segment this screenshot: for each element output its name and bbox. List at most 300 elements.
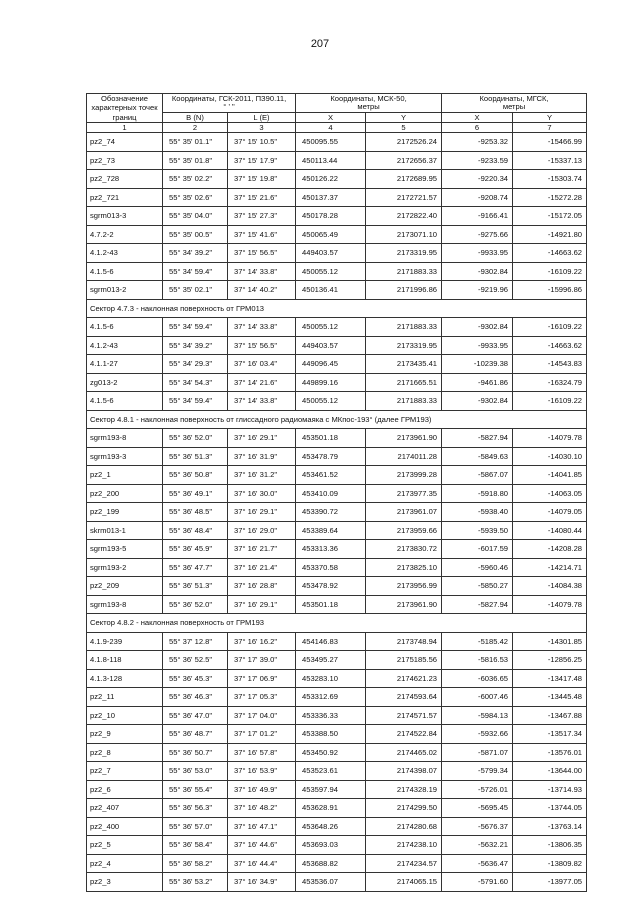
latitude-cell: 55° 36' 52.0" [163, 595, 228, 614]
longitude-cell: 37° 16' 31.2" [228, 466, 296, 485]
msk-x-cell: 453388.50 [296, 725, 366, 744]
latitude-cell: 55° 36' 49.1" [163, 484, 228, 503]
msk-x-cell: 454146.83 [296, 632, 366, 651]
mgsk-x-cell: -5636.47 [442, 854, 513, 873]
msk-x-cell: 453478.92 [296, 577, 366, 596]
table-row [87, 447, 587, 466]
page-number: 207 [310, 38, 330, 50]
msk-y-cell: 2172721.57 [366, 188, 442, 207]
msk-x-cell: 450055.12 [296, 392, 366, 411]
latitude-cell: 55° 35' 00.5" [163, 225, 228, 244]
point-name-cell: pz2_199 [87, 503, 163, 522]
longitude-cell: 37° 15' 41.6" [228, 225, 296, 244]
msk-y-cell: 2172822.40 [366, 207, 442, 226]
table-row [87, 429, 587, 448]
mgsk-y-cell: -15272.28 [513, 188, 587, 207]
latitude-cell: 55° 35' 01.8" [163, 151, 228, 170]
latitude-cell: 55° 36' 53.0" [163, 762, 228, 781]
mgsk-y-cell: -15996.86 [513, 281, 587, 300]
point-name-cell: pz2_11 [87, 688, 163, 707]
mgsk-y-cell: -14663.62 [513, 336, 587, 355]
msk-y-cell: 2174522.84 [366, 725, 442, 744]
header-point-name: Обозначение характерных точек границ [87, 94, 163, 123]
mgsk-y-cell: -16324.79 [513, 373, 587, 392]
point-name-cell: pz2_200 [87, 484, 163, 503]
point-name-cell: pz2_7 [87, 762, 163, 781]
msk-x-cell: 453410.09 [296, 484, 366, 503]
point-name-cell: pz2_4 [87, 854, 163, 873]
mgsk-x-cell: -5816.53 [442, 651, 513, 670]
table-row [87, 262, 587, 281]
mgsk-x-cell: -10239.38 [442, 355, 513, 374]
longitude-cell: 37° 16' 44.4" [228, 854, 296, 873]
mgsk-x-cell: -9275.66 [442, 225, 513, 244]
mgsk-x-cell: -5827.94 [442, 595, 513, 614]
msk-y-cell: 2172656.37 [366, 151, 442, 170]
mgsk-x-cell: -9302.84 [442, 262, 513, 281]
sector-row [87, 614, 587, 633]
point-name-cell: sgrm193-8 [87, 429, 163, 448]
header-mgsk-units: метры [502, 101, 526, 111]
header-sub-msk-x: X [296, 112, 366, 123]
latitude-cell: 55° 34' 39.2" [163, 244, 228, 263]
msk-y-cell: 2174593.64 [366, 688, 442, 707]
table-row [87, 355, 587, 374]
msk-x-cell: 453693.03 [296, 836, 366, 855]
mgsk-x-cell: -9933.95 [442, 244, 513, 263]
table-row [87, 188, 587, 207]
msk-x-cell: 453597.94 [296, 780, 366, 799]
mgsk-y-cell: -13417.48 [513, 669, 587, 688]
sector-row [87, 410, 587, 429]
msk-y-cell: 2173071.10 [366, 225, 442, 244]
mgsk-y-cell: -15303.74 [513, 170, 587, 189]
mgsk-y-cell: -13445.48 [513, 688, 587, 707]
point-name-cell: sgrm193-8 [87, 595, 163, 614]
longitude-cell: 37° 15' 19.8" [228, 170, 296, 189]
latitude-cell: 55° 36' 48.5" [163, 503, 228, 522]
point-name-cell: pz2_3 [87, 873, 163, 892]
latitude-cell: 55° 36' 48.4" [163, 521, 228, 540]
table-row [87, 170, 587, 189]
longitude-cell: 37° 14' 33.8" [228, 318, 296, 337]
msk-y-cell: 2173977.35 [366, 484, 442, 503]
msk-y-cell: 2175185.56 [366, 651, 442, 670]
table-row [87, 725, 587, 744]
mgsk-y-cell: -14063.05 [513, 484, 587, 503]
msk-y-cell: 2173999.28 [366, 466, 442, 485]
point-name-cell: pz2_9 [87, 725, 163, 744]
header-msk-units: метры [357, 101, 380, 111]
mgsk-x-cell: -5867.07 [442, 466, 513, 485]
mgsk-x-cell: -6007.46 [442, 688, 513, 707]
latitude-cell: 55° 36' 51.3" [163, 447, 228, 466]
longitude-cell: 37° 16' 21.4" [228, 558, 296, 577]
msk-x-cell: 450136.41 [296, 281, 366, 300]
msk-x-cell: 450178.28 [296, 207, 366, 226]
latitude-cell: 55° 36' 56.3" [163, 799, 228, 818]
msk-x-cell: 450055.12 [296, 318, 366, 337]
latitude-cell: 55° 36' 57.0" [163, 817, 228, 836]
msk-y-cell: 2174280.68 [366, 817, 442, 836]
msk-y-cell: 2174065.15 [366, 873, 442, 892]
mgsk-y-cell: -14543.83 [513, 355, 587, 374]
longitude-cell: 37° 16' 21.7" [228, 540, 296, 559]
table-row [87, 521, 587, 540]
point-name-cell: pz2_721 [87, 188, 163, 207]
longitude-cell: 37° 14' 21.6" [228, 373, 296, 392]
table-row [87, 484, 587, 503]
sector-title: Сектор 4.7.3 - наклонная поверхность от ГРМ013 [87, 299, 587, 318]
latitude-cell: 55° 34' 29.3" [163, 355, 228, 374]
point-name-cell: pz2_8 [87, 743, 163, 762]
point-name-cell: pz2_6 [87, 780, 163, 799]
msk-x-cell: 453336.33 [296, 706, 366, 725]
coordinates-table [86, 93, 587, 892]
header-num-1: 1 [87, 123, 163, 133]
table-row [87, 688, 587, 707]
msk-y-cell: 2173961.07 [366, 503, 442, 522]
mgsk-y-cell: -14084.38 [513, 577, 587, 596]
longitude-cell: 37° 14' 33.8" [228, 262, 296, 281]
msk-x-cell: 453648.26 [296, 817, 366, 836]
point-name-cell: 4.1.5-6 [87, 262, 163, 281]
msk-y-cell: 2171883.33 [366, 262, 442, 281]
point-name-cell: pz2_1 [87, 466, 163, 485]
mgsk-x-cell: -5849.63 [442, 447, 513, 466]
msk-y-cell: 2174398.07 [366, 762, 442, 781]
table-body [87, 133, 587, 892]
header-gsk [163, 94, 296, 113]
msk-x-cell: 450055.12 [296, 262, 366, 281]
msk-x-cell: 453390.72 [296, 503, 366, 522]
msk-x-cell: 449899.16 [296, 373, 366, 392]
point-name-cell: 4.1.3-128 [87, 669, 163, 688]
header-sub-l: L (E) [228, 112, 296, 123]
point-name-cell: 4.1.9-239 [87, 632, 163, 651]
longitude-cell: 37° 14' 33.8" [228, 392, 296, 411]
msk-x-cell: 453312.69 [296, 688, 366, 707]
msk-y-cell: 2171665.51 [366, 373, 442, 392]
table-row [87, 743, 587, 762]
longitude-cell: 37° 16' 29.0" [228, 521, 296, 540]
table-row [87, 466, 587, 485]
latitude-cell: 55° 34' 39.2" [163, 336, 228, 355]
point-name-cell: sgrm193-3 [87, 447, 163, 466]
latitude-cell: 55° 36' 45.9" [163, 540, 228, 559]
table-row [87, 873, 587, 892]
mgsk-x-cell: -9302.84 [442, 392, 513, 411]
longitude-cell: 37° 15' 27.3" [228, 207, 296, 226]
mgsk-x-cell: -9933.95 [442, 336, 513, 355]
mgsk-y-cell: -13977.05 [513, 873, 587, 892]
msk-y-cell: 2172526.24 [366, 133, 442, 152]
point-name-cell: 4.1.1-27 [87, 355, 163, 374]
header-sub-b: B (N) [163, 112, 228, 123]
mgsk-y-cell: -15466.99 [513, 133, 587, 152]
mgsk-y-cell: -14208.28 [513, 540, 587, 559]
sector-title: Сектор 4.8.1 - наклонная поверхность от глиссадного радиомаяка с МКпос-193° (далее ГРМ193) [87, 410, 587, 429]
point-name-cell: sgrm013-3 [87, 207, 163, 226]
latitude-cell: 55° 36' 51.3" [163, 577, 228, 596]
latitude-cell: 55° 36' 45.3" [163, 669, 228, 688]
point-name-cell: 4.1.5-6 [87, 318, 163, 337]
longitude-cell: 37° 16' 44.6" [228, 836, 296, 855]
mgsk-y-cell: -14214.71 [513, 558, 587, 577]
latitude-cell: 55° 36' 58.2" [163, 854, 228, 873]
msk-x-cell: 453478.79 [296, 447, 366, 466]
table-row [87, 836, 587, 855]
table-row [87, 151, 587, 170]
longitude-cell: 37° 16' 48.2" [228, 799, 296, 818]
longitude-cell: 37° 16' 31.9" [228, 447, 296, 466]
mgsk-y-cell: -16109.22 [513, 318, 587, 337]
msk-x-cell: 450113.44 [296, 151, 366, 170]
longitude-cell: 37° 17' 06.9" [228, 669, 296, 688]
msk-x-cell: 449403.57 [296, 244, 366, 263]
header-num-5: 5 [366, 123, 442, 133]
msk-y-cell: 2173435.41 [366, 355, 442, 374]
table-row [87, 577, 587, 596]
msk-y-cell: 2174238.10 [366, 836, 442, 855]
latitude-cell: 55° 36' 52.0" [163, 429, 228, 448]
latitude-cell: 55° 35' 02.2" [163, 170, 228, 189]
point-name-cell: sgrm193-5 [87, 540, 163, 559]
mgsk-x-cell: -5960.46 [442, 558, 513, 577]
table-row [87, 669, 587, 688]
msk-y-cell: 2174465.02 [366, 743, 442, 762]
mgsk-y-cell: -16109.22 [513, 392, 587, 411]
mgsk-x-cell: -5799.34 [442, 762, 513, 781]
mgsk-x-cell: -9253.32 [442, 133, 513, 152]
mgsk-x-cell: -6036.65 [442, 669, 513, 688]
latitude-cell: 55° 35' 02.1" [163, 281, 228, 300]
longitude-cell: 37° 17' 05.3" [228, 688, 296, 707]
table-row [87, 336, 587, 355]
mgsk-x-cell: -9461.86 [442, 373, 513, 392]
mgsk-x-cell: -9208.74 [442, 188, 513, 207]
mgsk-x-cell: -5850.27 [442, 577, 513, 596]
table-header [87, 94, 587, 133]
mgsk-x-cell: -5185.42 [442, 632, 513, 651]
mgsk-x-cell: -9302.84 [442, 318, 513, 337]
mgsk-y-cell: -16109.22 [513, 262, 587, 281]
table-row [87, 632, 587, 651]
msk-x-cell: 449403.57 [296, 336, 366, 355]
msk-x-cell: 453313.36 [296, 540, 366, 559]
longitude-cell: 37° 15' 56.5" [228, 244, 296, 263]
mgsk-y-cell: -13576.01 [513, 743, 587, 762]
header-gsk-units: ° ' " [223, 101, 235, 111]
latitude-cell: 55° 36' 48.7" [163, 725, 228, 744]
longitude-cell: 37° 16' 30.0" [228, 484, 296, 503]
header-num-6: 6 [442, 123, 513, 133]
mgsk-y-cell: -14301.85 [513, 632, 587, 651]
msk-y-cell: 2174011.28 [366, 447, 442, 466]
longitude-cell: 37° 16' 03.4" [228, 355, 296, 374]
point-name-cell: 4.1.2-43 [87, 336, 163, 355]
mgsk-y-cell: -13644.00 [513, 762, 587, 781]
msk-x-cell: 453501.18 [296, 595, 366, 614]
table-row [87, 780, 587, 799]
msk-x-cell: 450095.55 [296, 133, 366, 152]
msk-y-cell: 2173748.94 [366, 632, 442, 651]
sector-row [87, 299, 587, 318]
longitude-cell: 37° 16' 16.2" [228, 632, 296, 651]
msk-y-cell: 2174234.57 [366, 854, 442, 873]
longitude-cell: 37° 16' 29.1" [228, 429, 296, 448]
msk-x-cell: 453370.58 [296, 558, 366, 577]
msk-y-cell: 2171883.33 [366, 392, 442, 411]
table-row [87, 503, 587, 522]
msk-x-cell: 453523.61 [296, 762, 366, 781]
mgsk-x-cell: -6017.59 [442, 540, 513, 559]
msk-y-cell: 2173319.95 [366, 336, 442, 355]
header-num-3: 3 [228, 123, 296, 133]
table-row [87, 225, 587, 244]
mgsk-x-cell: -9166.41 [442, 207, 513, 226]
longitude-cell: 37° 15' 56.5" [228, 336, 296, 355]
table-row [87, 207, 587, 226]
table-row [87, 392, 587, 411]
mgsk-y-cell: -15172.05 [513, 207, 587, 226]
longitude-cell: 37° 17' 39.0" [228, 651, 296, 670]
latitude-cell: 55° 34' 59.4" [163, 392, 228, 411]
msk-y-cell: 2173961.90 [366, 429, 442, 448]
msk-x-cell: 453536.07 [296, 873, 366, 892]
header-num-7: 7 [513, 123, 587, 133]
header-gsk-title: Координаты, ГСК-2011, ПЗ90.11, [171, 93, 287, 103]
msk-x-cell: 453501.18 [296, 429, 366, 448]
msk-x-cell: 453450.92 [296, 743, 366, 762]
msk-x-cell: 453283.10 [296, 669, 366, 688]
longitude-cell: 37° 16' 34.9" [228, 873, 296, 892]
longitude-cell: 37° 17' 04.0" [228, 706, 296, 725]
header-msk-title: Координаты, МСК-50, [330, 93, 407, 103]
mgsk-x-cell: -5918.80 [442, 484, 513, 503]
longitude-cell: 37° 15' 10.5" [228, 133, 296, 152]
longitude-cell: 37° 16' 53.9" [228, 762, 296, 781]
mgsk-y-cell: -14079.78 [513, 595, 587, 614]
latitude-cell: 55° 36' 58.4" [163, 836, 228, 855]
mgsk-y-cell: -13763.14 [513, 817, 587, 836]
table-row [87, 558, 587, 577]
point-name-cell: pz2_73 [87, 151, 163, 170]
longitude-cell: 37° 15' 17.9" [228, 151, 296, 170]
longitude-cell: 37° 16' 57.8" [228, 743, 296, 762]
mgsk-y-cell: -14921.80 [513, 225, 587, 244]
header-mgsk-title: Координаты, МГСК, [479, 93, 549, 103]
point-name-cell: pz2_400 [87, 817, 163, 836]
mgsk-y-cell: -14080.44 [513, 521, 587, 540]
header-num-4: 4 [296, 123, 366, 133]
table-row [87, 595, 587, 614]
point-name-cell: 4.1.8-118 [87, 651, 163, 670]
longitude-cell: 37° 14' 40.2" [228, 281, 296, 300]
longitude-cell: 37° 16' 29.1" [228, 503, 296, 522]
header-sub-msk-y: Y [366, 112, 442, 123]
point-name-cell: 4.1.2-43 [87, 244, 163, 263]
table-row [87, 799, 587, 818]
msk-y-cell: 2171996.86 [366, 281, 442, 300]
point-name-cell: skrm013-1 [87, 521, 163, 540]
msk-y-cell: 2174328.19 [366, 780, 442, 799]
mgsk-y-cell: -15337.13 [513, 151, 587, 170]
longitude-cell: 37° 16' 29.1" [228, 595, 296, 614]
table-row [87, 762, 587, 781]
point-name-cell: pz2_5 [87, 836, 163, 855]
mgsk-x-cell: -9220.34 [442, 170, 513, 189]
table-row [87, 854, 587, 873]
latitude-cell: 55° 36' 47.7" [163, 558, 228, 577]
mgsk-x-cell: -5676.37 [442, 817, 513, 836]
mgsk-x-cell: -9219.96 [442, 281, 513, 300]
longitude-cell: 37° 16' 28.8" [228, 577, 296, 596]
msk-y-cell: 2173956.99 [366, 577, 442, 596]
header-sub-mgsk-y: Y [513, 112, 587, 123]
mgsk-y-cell: -14663.62 [513, 244, 587, 263]
msk-x-cell: 453495.27 [296, 651, 366, 670]
mgsk-x-cell: -5932.66 [442, 725, 513, 744]
mgsk-x-cell: -5695.45 [442, 799, 513, 818]
longitude-cell: 37° 15' 21.6" [228, 188, 296, 207]
point-name-cell: pz2_10 [87, 706, 163, 725]
msk-y-cell: 2172689.95 [366, 170, 442, 189]
latitude-cell: 55° 35' 04.0" [163, 207, 228, 226]
table-row [87, 540, 587, 559]
mgsk-x-cell: -5938.40 [442, 503, 513, 522]
table-row [87, 133, 587, 152]
point-name-cell: zg013-2 [87, 373, 163, 392]
mgsk-x-cell: -5871.07 [442, 743, 513, 762]
msk-y-cell: 2173959.66 [366, 521, 442, 540]
mgsk-y-cell: -14041.85 [513, 466, 587, 485]
latitude-cell: 55° 35' 01.1" [163, 133, 228, 152]
table-row [87, 817, 587, 836]
latitude-cell: 55° 35' 02.6" [163, 188, 228, 207]
mgsk-x-cell: -9233.59 [442, 151, 513, 170]
point-name-cell: sgrm013-2 [87, 281, 163, 300]
mgsk-y-cell: -13809.82 [513, 854, 587, 873]
msk-x-cell: 450126.22 [296, 170, 366, 189]
mgsk-y-cell: -13714.93 [513, 780, 587, 799]
msk-y-cell: 2174571.57 [366, 706, 442, 725]
table-row [87, 706, 587, 725]
msk-y-cell: 2173961.90 [366, 595, 442, 614]
table-row [87, 318, 587, 337]
header-msk [296, 94, 442, 113]
point-name-cell: 4.7.2-2 [87, 225, 163, 244]
mgsk-y-cell: -14079.78 [513, 429, 587, 448]
latitude-cell: 55° 36' 46.3" [163, 688, 228, 707]
mgsk-x-cell: -5632.21 [442, 836, 513, 855]
msk-x-cell: 453628.91 [296, 799, 366, 818]
mgsk-x-cell: -5939.50 [442, 521, 513, 540]
msk-x-cell: 453688.82 [296, 854, 366, 873]
latitude-cell: 55° 36' 47.0" [163, 706, 228, 725]
mgsk-y-cell: -14079.05 [513, 503, 587, 522]
longitude-cell: 37° 17' 01.2" [228, 725, 296, 744]
point-name-cell: pz2_728 [87, 170, 163, 189]
mgsk-x-cell: -5791.60 [442, 873, 513, 892]
msk-x-cell: 453389.64 [296, 521, 366, 540]
table-row [87, 244, 587, 263]
point-name-cell: sgrm193-2 [87, 558, 163, 577]
latitude-cell: 55° 36' 53.2" [163, 873, 228, 892]
point-name-cell: 4.1.5-6 [87, 392, 163, 411]
table-row [87, 373, 587, 392]
msk-y-cell: 2174621.23 [366, 669, 442, 688]
